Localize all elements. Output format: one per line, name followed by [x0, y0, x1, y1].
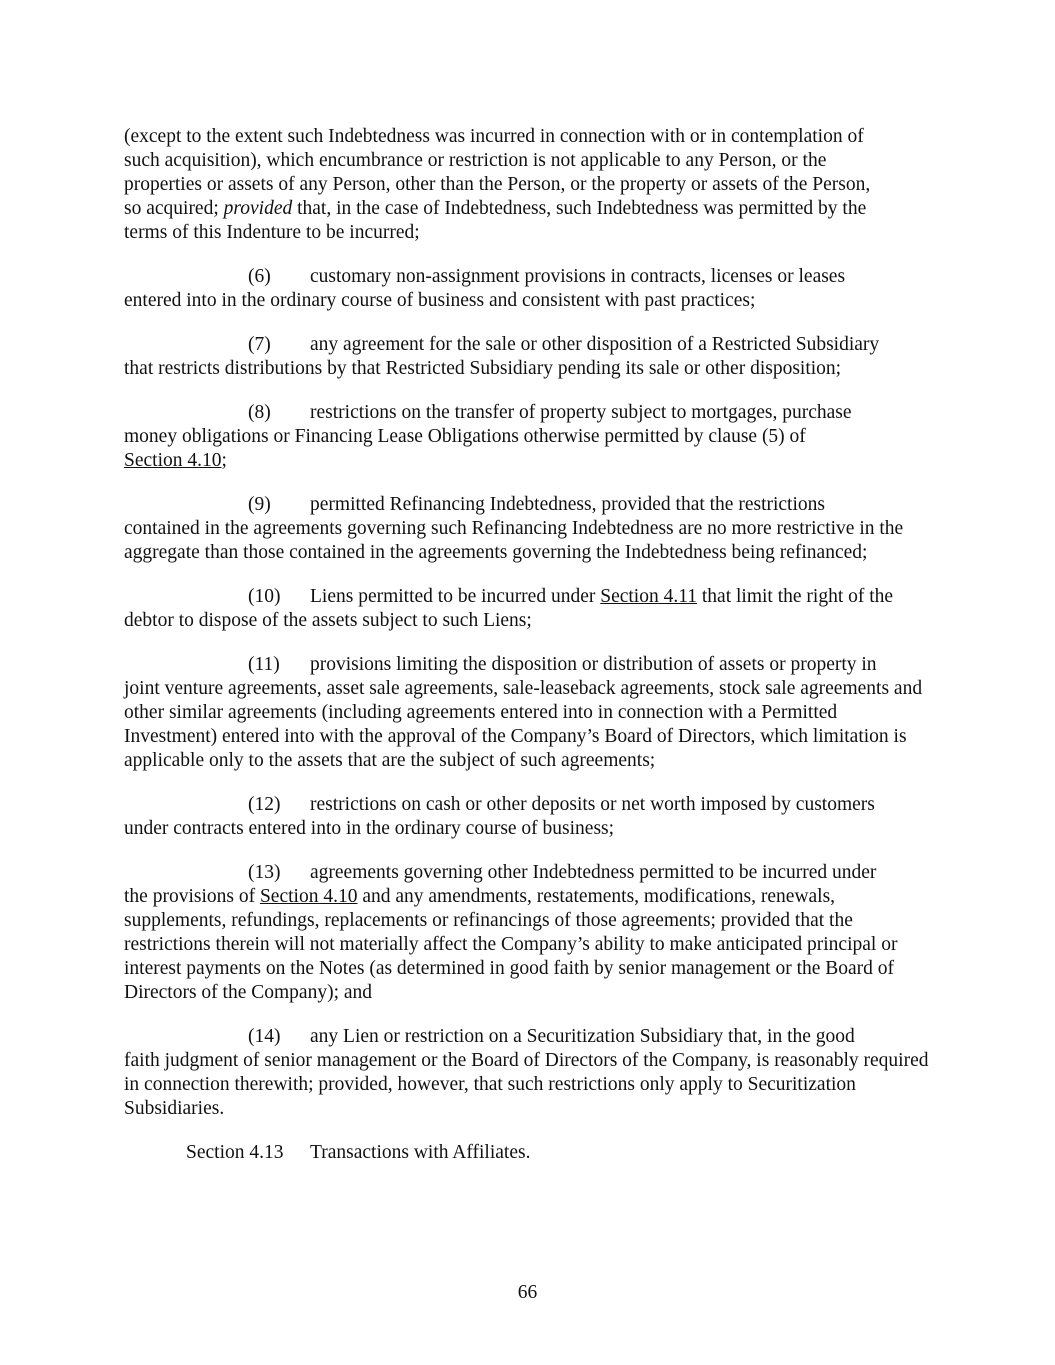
clause-text: any agreement for the sale or other disposition of a Restricted Subsidiary [310, 334, 880, 355]
clause-number: (10) [248, 586, 281, 607]
text-run: ; [221, 450, 227, 471]
clause-first-line [124, 401, 934, 425]
clause-continuation: debtor to dispose of the assets subject to such Liens; [124, 610, 532, 631]
section-number: Section 4.13 [186, 1142, 284, 1163]
clause-number: (12) [248, 794, 281, 815]
clause-continuation: faith judgment of senior management or the Board of Directors of the Company, is reasonably required in connection therewith; provided, however, that such restrictions only apply to Securitization Subsidiaries. [124, 1050, 929, 1119]
clause-text: agreements governing other Indebtedness permitted to be incurred under [310, 862, 877, 883]
section-reference-link[interactable]: Section 4.11 [600, 586, 698, 607]
clause-text: restrictions on the transfer of property subject to mortgages, purchase [310, 402, 852, 423]
clause-continuation: and any amendments, restatements, modifications, renewals, supplements, refundings, replacements or refinancings of those agreements; provided that the restrictions therein will not materially affect the Company’s ability to make anticipated principal or interest payments on the Notes (as determined in good faith by senior management or the Board of Directors of the Company); and [124, 886, 898, 1003]
clause-number: (11) [248, 654, 280, 675]
clause-text: any Lien or restriction on a Securitization Subsidiary that, in the good [310, 1026, 855, 1047]
clause-first-line [124, 1025, 934, 1049]
clause-text: provisions limiting the disposition or distribution of assets or property in [310, 654, 877, 675]
clause-11 [124, 653, 934, 773]
clause-continuation: the provisions of [124, 886, 260, 907]
clause-9 [124, 493, 934, 565]
clause-first-line [124, 585, 934, 609]
clause-continuation: that restricts distributions by that Restricted Subsidiary pending its sale or other disposition; [124, 358, 842, 379]
clause-number: (8) [248, 402, 271, 423]
clause-first-line [124, 861, 934, 885]
continuation-line: properties or assets of any Person, other than the Person, or the property or assets of the Person, [124, 174, 871, 195]
clause-10 [124, 585, 934, 633]
italic-provided: provided [223, 198, 293, 219]
clause-8 [124, 401, 934, 473]
clause-7 [124, 333, 934, 381]
clause-continuation [124, 449, 934, 473]
section-title: Transactions with Affiliates. [310, 1142, 531, 1163]
clause-continuation: under contracts entered into in the ordinary course of business; [124, 818, 615, 839]
clause-first-line [124, 493, 934, 517]
clause-number: (9) [248, 494, 271, 515]
text-run: so acquired; [124, 198, 224, 219]
clause-first-line [124, 653, 934, 677]
clause-12 [124, 793, 934, 841]
clause-continuation: entered into in the ordinary course of business and consistent with past practices; [124, 290, 756, 311]
clause-number: (7) [248, 334, 271, 355]
clause-number: (13) [248, 862, 281, 883]
clause-first-line [124, 333, 934, 357]
clause-14 [124, 1025, 934, 1121]
clause-continuation: joint venture agreements, asset sale agreements, sale-leaseback agreements, stock sale agreements and other similar agreements (including agreements entered into in connection with a Permitted Investment) entered into with the approval of the Company’s Board of Directors, which limitation is applicable only to the assets that are the subject of such agreements; [124, 678, 923, 771]
clause-text: that limit the right of the [697, 586, 894, 607]
clause-continuation: money obligations or Financing Lease Obligations otherwise permitted by clause (5) of [124, 426, 806, 447]
clause-text: customary non-assignment provisions in contracts, licenses or leases [310, 266, 846, 287]
continuation-line: such acquisition), which encumbrance or restriction is not applicable to any Person, or the [124, 150, 827, 171]
clause-number: (14) [248, 1026, 281, 1047]
clause-first-line [124, 265, 934, 289]
clause-text: Liens permitted to be incurred under [310, 586, 601, 607]
clause-text: restrictions on cash or other deposits or net worth imposed by customers [310, 794, 875, 815]
page-number: 66 [517, 1282, 538, 1303]
text-run: that, in the case of Indebtedness, such Indebtedness was permitted by the [292, 198, 867, 219]
clause-continuation: contained in the agreements governing such Refinancing Indebtedness are no more restrictive in the aggregate than those contained in the agreements governing the Indebtedness being refinanced; [124, 518, 904, 563]
document-page [124, 125, 934, 1165]
continuation-line: terms of this Indenture to be incurred; [124, 222, 420, 243]
continuation-line: (except to the extent such Indebtedness was incurred in connection with or in contemplation of [124, 126, 864, 147]
clause-first-line [124, 793, 934, 817]
section-reference-link[interactable]: Section 4.10 [259, 886, 358, 907]
clause-number: (6) [248, 266, 271, 287]
section-heading [124, 1141, 934, 1165]
continuation-line [124, 197, 934, 221]
continuation-paragraph [124, 125, 934, 245]
section-reference-link[interactable]: Section 4.10 [124, 450, 222, 471]
clause-6 [124, 265, 934, 313]
clause-13 [124, 861, 934, 1005]
clause-text: permitted Refinancing Indebtedness, provided that the restrictions [310, 494, 825, 515]
